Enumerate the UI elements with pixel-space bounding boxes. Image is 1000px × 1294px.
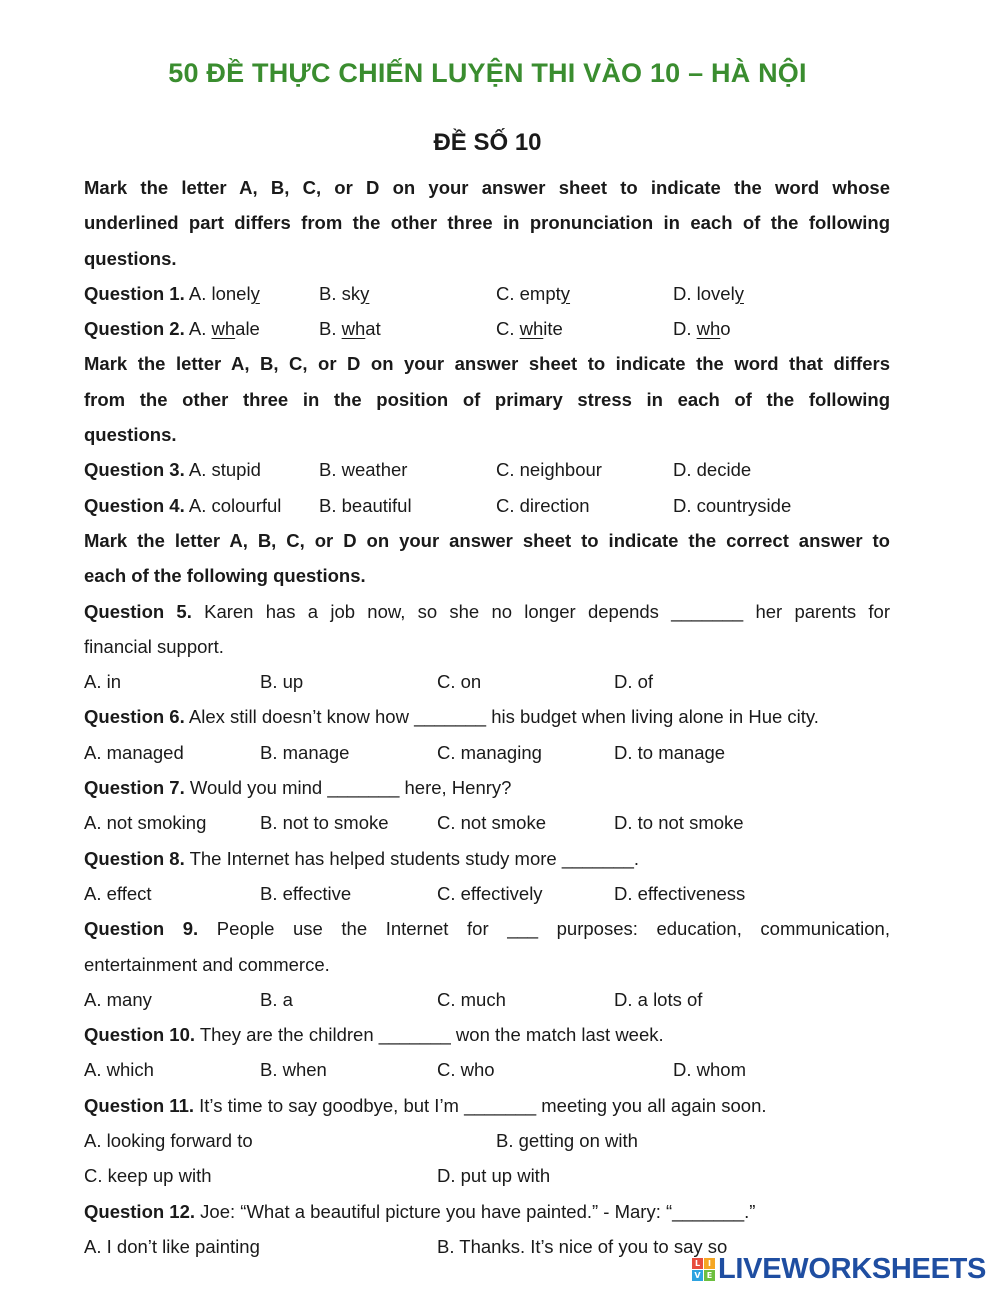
instruction-answer-line: each of the following questions.	[84, 565, 366, 587]
option-a: A. I don’t like painting	[84, 1235, 260, 1257]
exam-content	[84, 170, 890, 1264]
option-a: A. effect	[84, 882, 152, 904]
option-d: D. decide	[673, 459, 752, 481]
question-9-options	[84, 982, 890, 1017]
question-label: Question 3.	[84, 459, 185, 481]
instruction-pronunciation-line: Mark the letter A, B, C, or D on your answer sheet to indicate the word whose	[84, 177, 890, 198]
option-c: C. managing	[437, 741, 542, 763]
option-d: D. of	[614, 671, 654, 693]
question-9-text-cont: entertainment and commerce.	[84, 953, 330, 975]
instruction-answer-line: Mark the letter A, B, C, or D on your answer sheet to indicate the correct answer to	[84, 529, 890, 551]
option-a: A. many	[84, 988, 152, 1010]
question-label: Question 5.	[84, 600, 192, 622]
option-d: D. whom	[673, 1059, 746, 1081]
question-5-options	[84, 664, 890, 699]
option-d: D. to manage	[614, 741, 726, 763]
option-d: D. lovely	[673, 282, 744, 304]
option-c: C. much	[437, 988, 506, 1010]
option-d: D. to not smoke	[614, 812, 744, 834]
question-2	[84, 311, 890, 346]
question-11-options-cd	[84, 1158, 890, 1193]
question-label: Question 12.	[84, 1200, 196, 1222]
option-a: A. which	[84, 1059, 154, 1081]
question-stem: Karen has a job now, so she no longer depends _______ her parents for	[204, 600, 890, 622]
option-a: A. whale	[188, 318, 260, 340]
question-6-text	[84, 699, 890, 734]
instruction-pronunciation-line: questions.	[84, 247, 177, 269]
option-b: B. what	[319, 318, 381, 340]
question-8-text	[84, 841, 890, 876]
option-c: C. not smoke	[437, 812, 546, 834]
instruction-stress-line: Mark the letter A, B, C, or D on your answer sheet to indicate the word that differs	[84, 353, 890, 375]
option-d: D. who	[673, 318, 731, 340]
option-c: C. neighbour	[496, 459, 602, 481]
option-a: A. colourful	[188, 494, 282, 516]
option-c: C. empty	[496, 282, 571, 304]
page-title: 50 ĐỀ THỰC CHIẾN LUYỆN THI VÀO 10 – HÀ NỘI	[168, 58, 807, 88]
question-label: Question 8.	[84, 847, 185, 869]
question-10-text	[84, 1017, 890, 1052]
question-label: Question 10.	[84, 1024, 196, 1046]
option-c: C. direction	[496, 494, 590, 516]
question-label: Question 7.	[84, 777, 185, 799]
option-b: B. manage	[260, 741, 350, 763]
question-11-text	[84, 1088, 890, 1123]
option-b: B. effective	[260, 882, 352, 904]
instruction-pronunciation-line: underlined part differs from the other three in pronunciation in each of the following	[84, 212, 890, 234]
question-5-text-cont: financial support.	[84, 635, 224, 657]
question-6-options	[84, 735, 890, 770]
question-9-text	[84, 911, 890, 946]
question-12-text	[84, 1194, 890, 1229]
watermark-text: LIVEWORKSHEETS	[718, 1252, 987, 1285]
option-d: D. effectiveness	[614, 882, 746, 904]
question-label: Question 2.	[84, 318, 185, 340]
question-8-options	[84, 876, 890, 911]
option-c: C. white	[496, 318, 563, 340]
question-stem: They are the children _______ won the match last week.	[199, 1024, 664, 1046]
option-c: C. keep up with	[84, 1165, 212, 1187]
question-11-options-ab	[84, 1123, 890, 1158]
option-a: A. looking forward to	[84, 1130, 253, 1152]
option-a: A. not smoking	[84, 812, 207, 834]
option-a: A. lonely	[188, 282, 260, 304]
option-a: A. in	[84, 671, 122, 693]
exam-number: ĐỀ SỐ 10	[433, 129, 542, 156]
question-label: Question 9.	[84, 918, 199, 940]
option-d: D. put up with	[437, 1165, 551, 1187]
option-b: B. sky	[319, 282, 370, 304]
question-label: Question 6.	[84, 706, 185, 728]
option-b: B. Thanks. It’s nice of you to say so	[437, 1235, 728, 1257]
question-3	[84, 452, 890, 487]
question-stem: People use the Internet for ___ purposes: education, communication,	[216, 918, 890, 940]
liveworksheets-watermark	[692, 1252, 986, 1286]
instruction-stress-line: questions.	[84, 424, 177, 446]
question-label: Question 11.	[84, 1094, 195, 1116]
liveworksheets-logo-icon: L I V E	[692, 1258, 715, 1281]
option-c: C. effectively	[437, 882, 543, 904]
option-d: D. a lots of	[614, 988, 703, 1010]
question-stem: Joe: “What a beautiful picture you have painted.” - Mary: “_______.”	[200, 1200, 756, 1222]
option-b: B. a	[260, 988, 293, 1010]
question-stem: It’s time to say goodbye, but I’m _______ meeting you all again soon.	[199, 1094, 767, 1116]
instruction-stress-line: from the other three in the position of primary stress in each of the following	[84, 388, 890, 410]
question-10-options	[84, 1052, 890, 1087]
option-b: B. not to smoke	[260, 812, 389, 834]
option-b: B. beautiful	[319, 494, 412, 516]
option-c: C. on	[437, 671, 482, 693]
option-b: B. up	[260, 671, 304, 693]
question-7-options	[84, 805, 890, 840]
question-stem: Alex still doesn’t know how _______ his budget when living alone in Hue city.	[188, 706, 819, 728]
question-7-text	[84, 770, 890, 805]
question-4	[84, 488, 890, 523]
option-b: B. getting on with	[496, 1130, 638, 1152]
option-b: B. weather	[319, 459, 408, 481]
question-label: Question 1.	[84, 282, 185, 304]
option-a: A. managed	[84, 741, 184, 763]
question-stem: Would you mind _______ here, Henry?	[189, 777, 512, 799]
option-c: C. who	[437, 1059, 495, 1081]
question-label: Question 4.	[84, 494, 185, 516]
option-a: A. stupid	[188, 459, 261, 481]
question-5-text	[84, 594, 890, 629]
option-d: D. countryside	[673, 494, 792, 516]
question-1	[84, 276, 890, 311]
question-stem: The Internet has helped students study more _______.	[189, 847, 640, 869]
option-b: B. when	[260, 1059, 327, 1081]
